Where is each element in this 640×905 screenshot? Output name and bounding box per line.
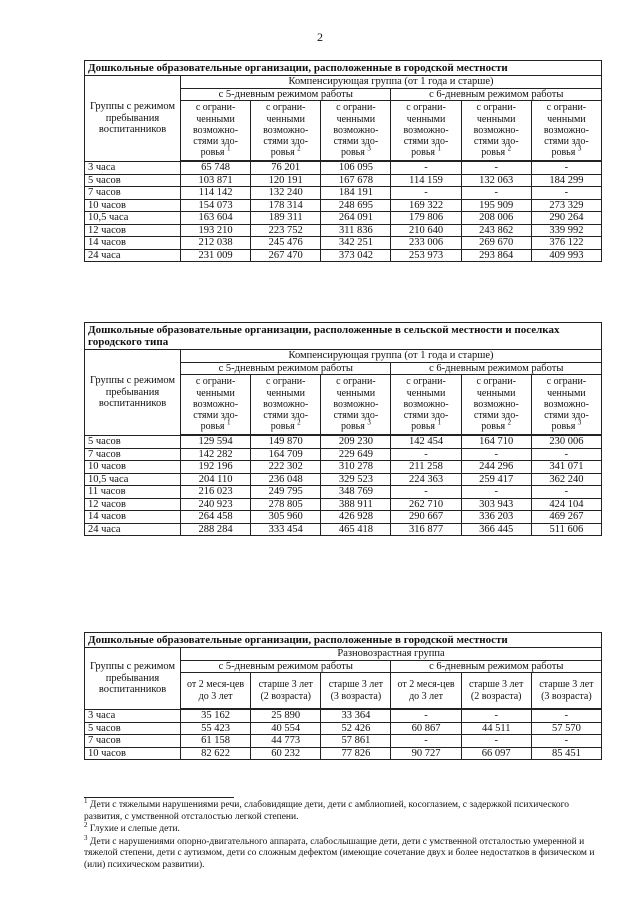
column-header: с ограни-ченными возможно-стями здо-ровья $^3$ (531, 375, 601, 435)
footnote-separator (84, 797, 234, 798)
table-row: 5 часов 103 871 120 191 167 678 114 159 132 063 184 299 (85, 174, 602, 187)
table-title: Дошкольные образовательные организации, расположенные в сельской местности и поселках городского типа (85, 323, 602, 350)
table-row: 10,5 часа 204 110 236 048 329 523 224 363 259 417 362 240 (85, 473, 602, 486)
table-row: 7 часов 142 282 164 709 229 649 - - - (85, 448, 602, 461)
table-row: 7 часов 61 158 44 773 57 861 - - - (85, 735, 602, 748)
table-row: 10 часов 154 073 178 314 248 695 169 322 195 909 273 329 (85, 199, 602, 212)
column-header: от 2 меся-цев до 3 лет (391, 673, 461, 709)
mode-5day-header: с 5-дневным режимом работы (181, 88, 391, 101)
column-header: от 2 меся-цев до 3 лет (181, 673, 251, 709)
column-header: с ограни-ченными возможно-стями здо-ровья $^3$ (321, 375, 391, 435)
footnote: $^2$ Глухие и слепые дети. (84, 820, 180, 834)
column-header: с ограни-ченными возможно-стями здо-ровья $^3$ (531, 101, 601, 161)
column-header: с ограни-ченными возможно-стями здо-ровья $^1$ (181, 375, 251, 435)
table-row: 5 часов 55 423 40 554 52 426 60 867 44 511 57 570 (85, 722, 602, 735)
table-row: 3 часа 35 162 25 890 33 364 - - - (85, 710, 602, 723)
table-row: 12 часов 240 923 278 805 388 911 262 710 303 943 424 104 (85, 498, 602, 511)
table-row: 11 часов 216 023 249 795 348 769 - - - (85, 486, 602, 499)
column-header: старше 3 лет (3 возраста) (531, 673, 601, 709)
table-row: 24 часа 231 009 267 470 373 042 253 973 293 864 409 993 (85, 249, 602, 262)
table-row: 7 часов 114 142 132 240 184 191 - - - (85, 187, 602, 200)
column-header: старше 3 лет (2 возраста) (461, 673, 531, 709)
column-header: с ограни-ченными возможно-стями здо-ровья $^2$ (251, 101, 321, 161)
table-row: 24 часа 288 284 333 454 465 418 316 877 366 445 511 606 (85, 523, 602, 536)
footnote: $^1$ Дети с тяжелыми нарушениями речи, слабовидящие дети, дети с амблиопией, косоглазием, с задержкой психического развития, с умственной отсталостью легкой степени. (84, 796, 570, 822)
table-row: 10,5 часа 163 604 189 311 264 091 179 806 208 006 290 264 (85, 212, 602, 225)
row-header: Группы с режимом пребывания воспитанников (85, 648, 181, 710)
tuition-table-urban-compensating (84, 60, 602, 262)
column-header: с ограни-ченными возможно-стями здо-ровья $^2$ (461, 101, 531, 161)
footnote: $^3$ Дети с нарушениями опорно-двигательного аппарата, слабослышащие дети, дети с умственной отсталостью умеренной и тяжелой степени, дети с аутизмом, дети со сложным дефектом (имеющие сочетание двух и более недостатков в физическом и (или) психическом развитии). (84, 833, 595, 870)
table-title: Дошкольные образовательные организации, расположенные в городской местности (85, 61, 602, 76)
mode-5day-header: с 5-дневным режимом работы (181, 362, 391, 375)
page-number: 2 (317, 30, 323, 44)
group-header: Компенсирующая группа (от 1 года и старше) (181, 350, 602, 363)
column-header: с ограни-ченными возможно-стями здо-ровья $^1$ (391, 101, 461, 161)
table-title: Дошкольные образовательные организации, расположенные в городской местности (85, 633, 602, 648)
column-header: с ограни-ченными возможно-стями здо-ровья $^1$ (391, 375, 461, 435)
table-row: 3 часа 65 748 76 201 106 095 - - - (85, 162, 602, 175)
group-header: Компенсирующая группа (от 1 года и старше) (181, 76, 602, 89)
mode-5day-header: с 5-дневным режимом работы (181, 660, 391, 673)
column-header: старше 3 лет (3 возраста) (321, 673, 391, 709)
table-row: 12 часов 193 210 223 752 311 836 210 640 243 862 339 992 (85, 224, 602, 237)
column-header: с ограни-ченными возможно-стями здо-ровья $^2$ (461, 375, 531, 435)
column-header: с ограни-ченными возможно-стями здо-ровья $^3$ (321, 101, 391, 161)
table-row: 10 часов 82 622 60 232 77 826 90 727 66 097 85 451 (85, 747, 602, 760)
row-header: Группы с режимом пребывания воспитанников (85, 350, 181, 436)
tuition-table-urban-mixed-age (84, 632, 602, 760)
group-header: Разновозрастная группа (181, 648, 602, 661)
table-row: 14 часов 264 458 305 960 426 928 290 667 336 203 469 267 (85, 511, 602, 524)
column-header: с ограни-ченными возможно-стями здо-ровья $^2$ (251, 375, 321, 435)
column-header: старше 3 лет (2 возраста) (251, 673, 321, 709)
mode-6day-header: с 6-дневным режимом работы (391, 88, 602, 101)
row-header: Группы с режимом пребывания воспитанников (85, 76, 181, 162)
table-row: 10 часов 192 196 222 302 310 278 211 258 244 296 341 071 (85, 461, 602, 474)
mode-6day-header: с 6-дневным режимом работы (391, 362, 602, 375)
table-row: 5 часов 129 594 149 870 209 230 142 454 164 710 230 006 (85, 436, 602, 449)
column-header: с ограни-ченными возможно-стями здо-ровья $^1$ (181, 101, 251, 161)
mode-6day-header: с 6-дневным режимом работы (391, 660, 602, 673)
footnotes (84, 796, 604, 872)
table-row: 14 часов 212 038 245 476 342 251 233 006 269 670 376 122 (85, 237, 602, 250)
tuition-table-rural-compensating (84, 322, 602, 536)
